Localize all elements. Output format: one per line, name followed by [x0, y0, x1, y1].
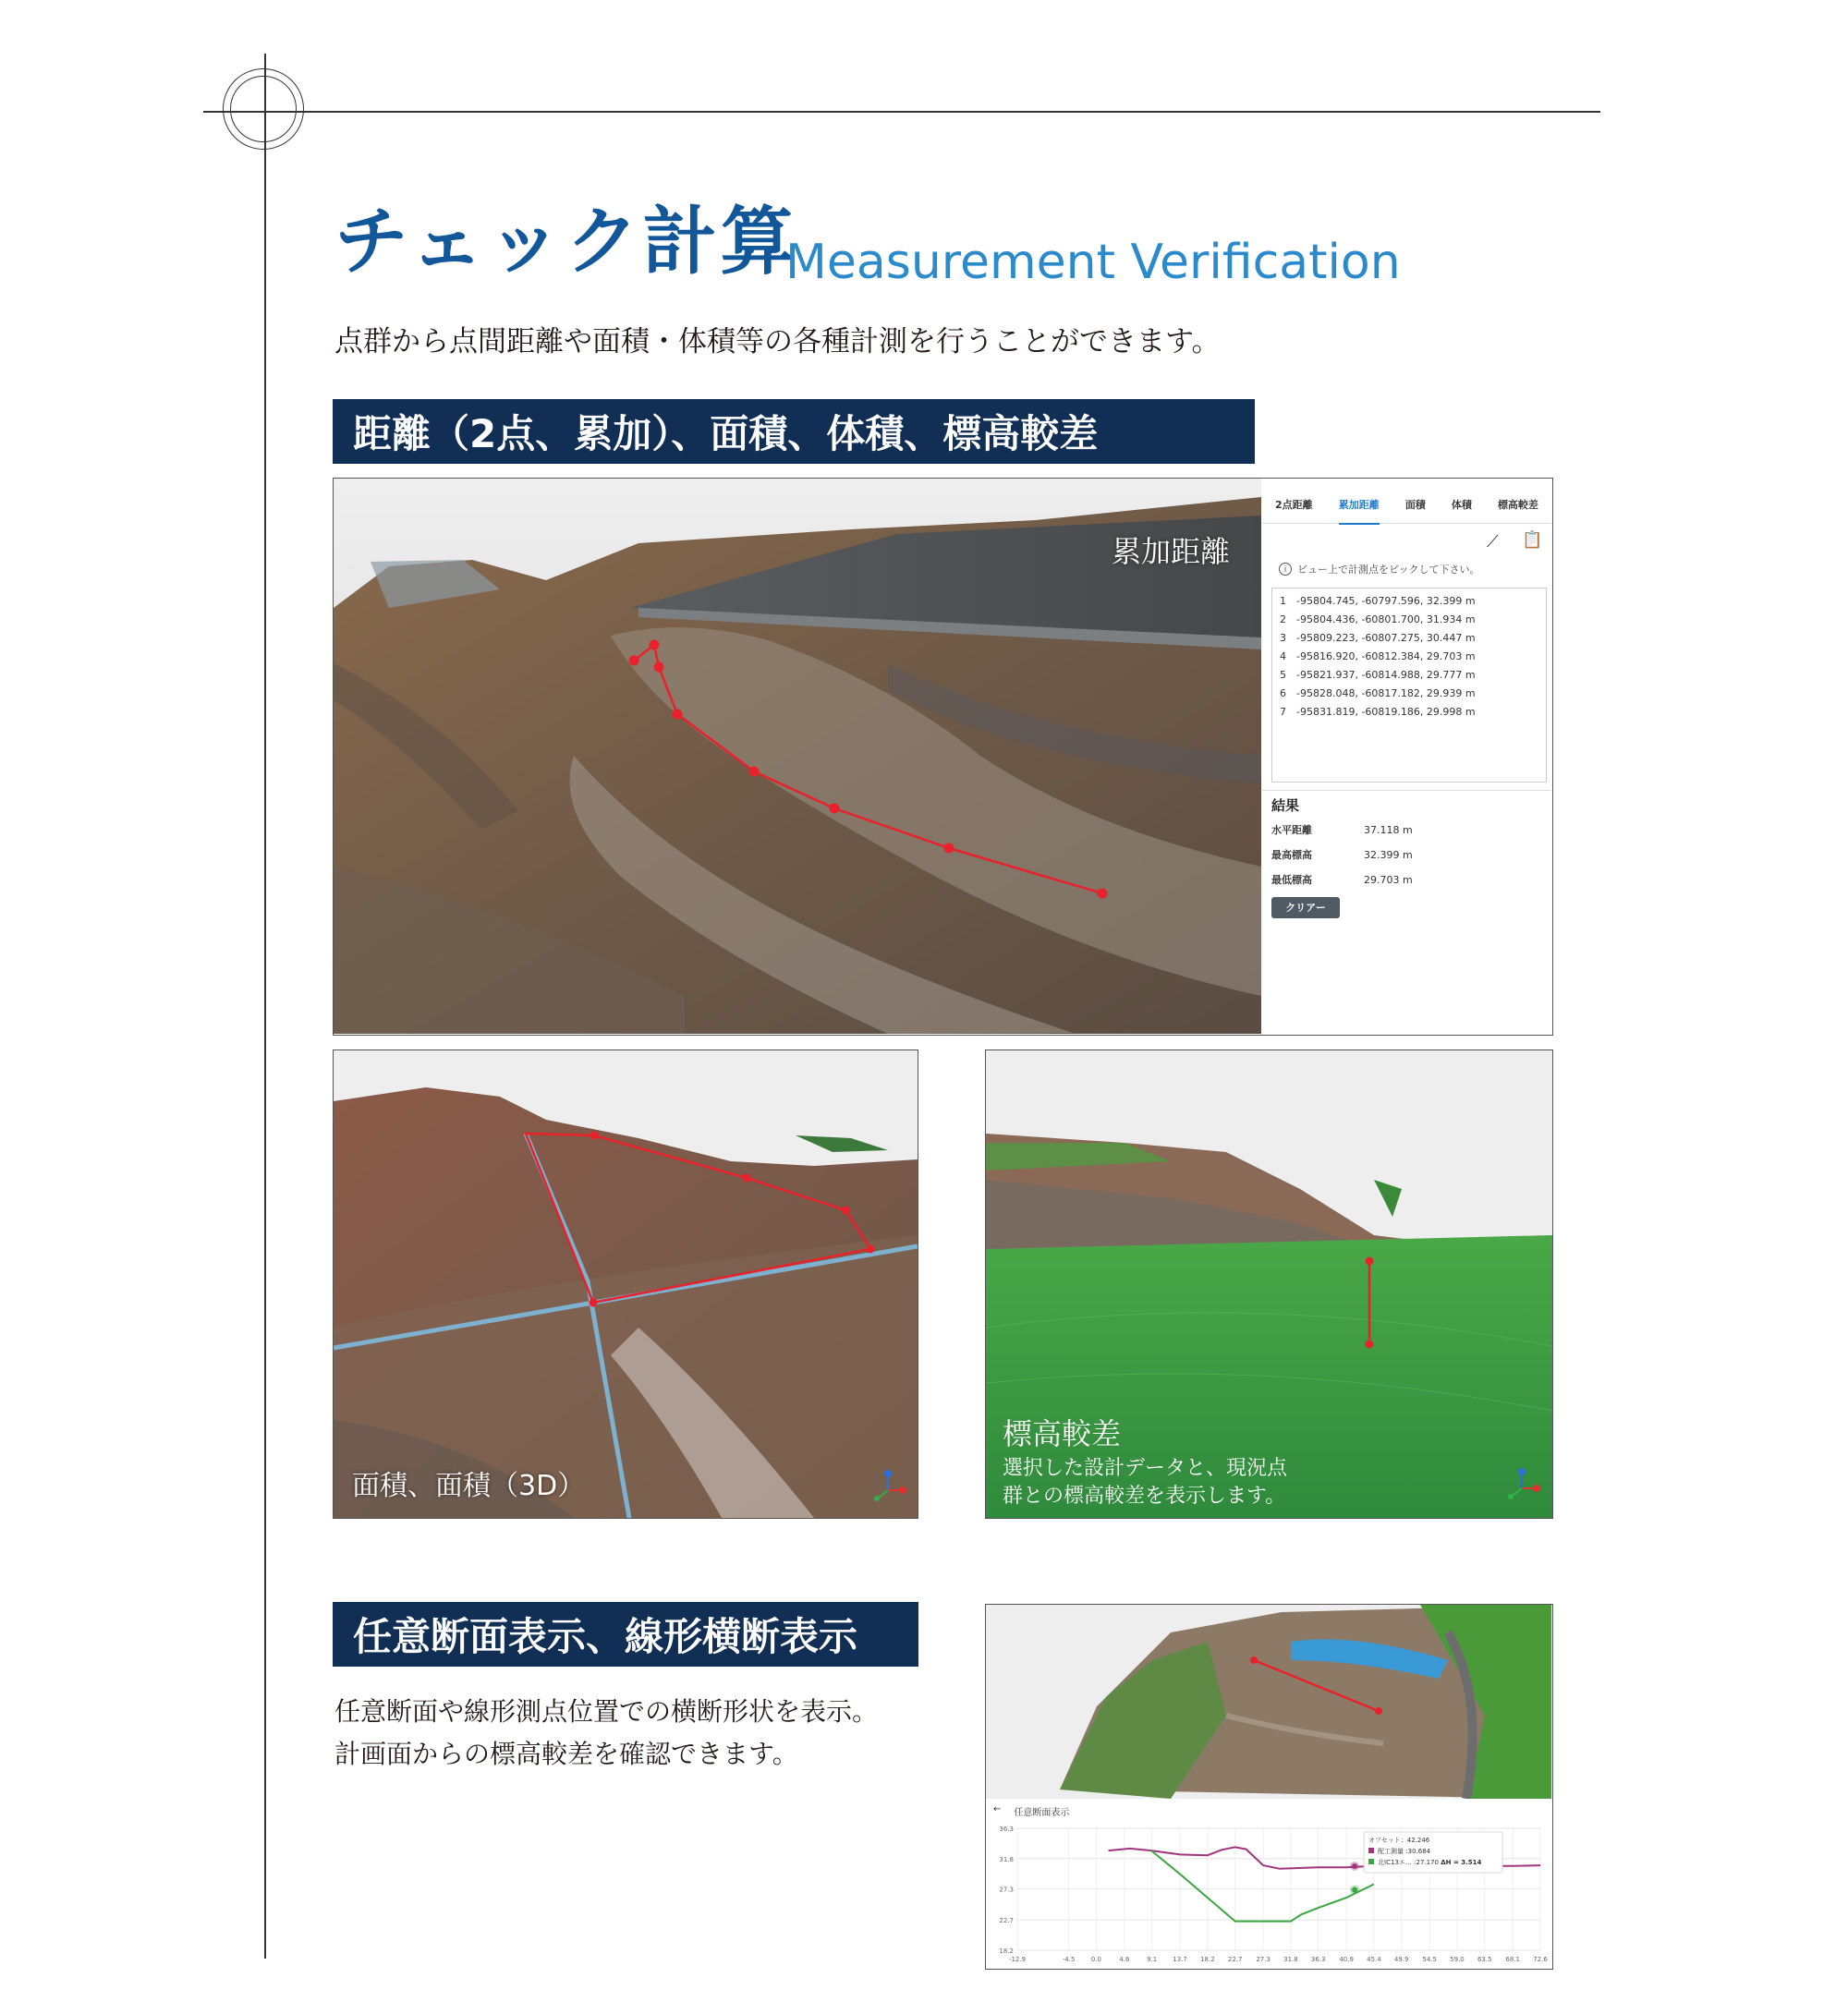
- cumulative-distance-label: 累加距離: [1112, 534, 1231, 569]
- tab-volume[interactable]: 体積: [1451, 499, 1472, 511]
- result-key: 最低標高: [1271, 874, 1312, 886]
- point-coordinates: -95804.745, -60797.596, 32.399 m: [1296, 595, 1476, 607]
- point-coordinates: -95821.937, -60814.988, 29.777 m: [1296, 669, 1476, 681]
- point-coordinates: -95804.436, -60801.700, 31.934 m: [1296, 613, 1476, 625]
- result-value: 37.118 m: [1364, 824, 1413, 836]
- list-item: [1280, 648, 1546, 666]
- result-key: 水平距離: [1271, 824, 1312, 836]
- point-number: 3: [1280, 632, 1286, 644]
- x-tick-label: 59.0: [1450, 1956, 1465, 1963]
- point-number: 2: [1280, 613, 1286, 625]
- hint-text: ビュー上で計測点をピックして下さい。: [1297, 564, 1480, 576]
- list-item: [1280, 666, 1546, 685]
- clipboard-check-icon[interactable]: 📋: [1522, 530, 1543, 550]
- x-tick-label: 0.0: [1090, 1956, 1101, 1963]
- legend-swatch-ground: [1368, 1859, 1374, 1864]
- registration-mark-inner: [230, 76, 297, 142]
- x-tick-label: 45.4: [1367, 1956, 1381, 1963]
- list-item: [1280, 592, 1546, 611]
- elevation-diff-screenshot: [985, 1049, 1553, 1519]
- series-line-2: [1151, 1850, 1374, 1922]
- cross-section-panel: [986, 1799, 1551, 1969]
- elevation-diff-label: 標高較差: [1003, 1416, 1122, 1451]
- cross-section-chart[interactable]: [986, 1821, 1551, 1969]
- info-icon: i: [1279, 563, 1292, 576]
- x-tick-label: -4.5: [1062, 1956, 1076, 1963]
- tab-two-point-distance[interactable]: 2点距離: [1275, 499, 1313, 511]
- tooltip-offset: オフセット：42.246: [1368, 1837, 1430, 1844]
- section-heading-measurement: 距離（2点、累加）、面積、体積、標高較差: [333, 399, 1255, 464]
- cursor-marker: [1352, 1863, 1357, 1869]
- description-line: 選択した設計データと、現況点: [1003, 1457, 1288, 1480]
- list-item: [1280, 685, 1546, 703]
- point-number: 6: [1280, 687, 1286, 699]
- lead-text: 点群から点間距離や面積・体積等の各種計測を行うことができます。: [334, 325, 1221, 358]
- point-list[interactable]: [1271, 588, 1547, 783]
- result-key: 最高標高: [1271, 849, 1312, 861]
- result-horizontal-distance: [1271, 822, 1539, 837]
- x-tick-label: 36.3: [1310, 1956, 1326, 1963]
- measure-line-icon[interactable]: ⟋: [1487, 532, 1499, 552]
- x-tick-label: -12.9: [1008, 1956, 1027, 1963]
- x-tick-label: 4.6: [1119, 1956, 1130, 1963]
- panel-title: 任意断面表示: [1014, 1808, 1070, 1818]
- list-item: [1280, 703, 1546, 722]
- aerial-point-cloud-view[interactable]: [986, 1605, 1551, 1799]
- x-tick-label: 13.7: [1173, 1956, 1187, 1963]
- result-value: 29.703 m: [1364, 874, 1413, 886]
- point-number: 1: [1280, 595, 1286, 607]
- x-tick-label: 49.9: [1393, 1956, 1409, 1963]
- arrow-left-icon[interactable]: ←: [993, 1804, 1002, 1814]
- list-item: [1280, 611, 1546, 629]
- x-tick-label: 63.5: [1477, 1956, 1492, 1963]
- x-tick-label: 18.2: [1200, 1956, 1215, 1963]
- top-rule: [203, 111, 1600, 113]
- y-tick-label: 36.3: [999, 1826, 1014, 1833]
- description-line: 群との標高較差を表示します。: [1003, 1484, 1286, 1508]
- tab-elevation-diff[interactable]: 標高較差: [1497, 499, 1538, 511]
- measurement-tabs: [1262, 490, 1551, 524]
- axis-gizmo-icon: [1505, 1466, 1542, 1503]
- result-title: 結果: [1271, 797, 1300, 814]
- left-rule: [264, 54, 266, 1959]
- y-tick-label: 22.7: [999, 1917, 1014, 1925]
- point-coordinates: -95828.048, -60817.182, 29.939 m: [1296, 687, 1476, 699]
- axis-gizmo-icon: [871, 1468, 908, 1505]
- y-tick-label: 31.8: [999, 1855, 1014, 1863]
- clear-button[interactable]: クリアー: [1271, 897, 1340, 918]
- point-coordinates: -95816.920, -60812.384, 29.703 m: [1296, 650, 1476, 662]
- x-tick-label: 27.3: [1256, 1956, 1270, 1963]
- cursor-marker: [1352, 1887, 1357, 1893]
- result-value: 32.399 m: [1364, 849, 1413, 861]
- x-tick-label: 9.1: [1147, 1956, 1158, 1963]
- result-max-elevation: [1271, 847, 1539, 862]
- result-min-elevation: [1271, 872, 1539, 887]
- y-tick-label: 18.2: [999, 1947, 1014, 1955]
- x-tick-label: 22.7: [1227, 1956, 1243, 1963]
- description-line: 計画面からの標高較差を確認できます。: [334, 1739, 798, 1770]
- description-line: 任意断面や線形測点位置での横断形状を表示。: [334, 1696, 879, 1727]
- list-item: [1280, 629, 1546, 648]
- legend-swatch-design: [1368, 1848, 1374, 1853]
- area-screenshot: [333, 1049, 918, 1519]
- tooltip-row-ground: 北IC13エ… :27.170 ΔH = 3.514: [1378, 1859, 1482, 1866]
- point-number: 4: [1280, 650, 1286, 662]
- area-point-cloud-view[interactable]: [334, 1050, 918, 1518]
- x-tick-label: 54.5: [1422, 1956, 1437, 1963]
- section-heading-cross-section: 任意断面表示、線形横断表示: [333, 1602, 918, 1667]
- x-tick-label: 31.8: [1283, 1956, 1298, 1963]
- hint-row: [1279, 562, 1480, 576]
- cross-section-description: [334, 1691, 878, 1776]
- area-label: 面積、面積（3D）: [352, 1470, 586, 1502]
- y-tick-label: 27.3: [999, 1886, 1014, 1894]
- x-tick-label: 68.1: [1505, 1956, 1521, 1963]
- cross-section-screenshot: [985, 1604, 1553, 1970]
- tab-area[interactable]: 面積: [1404, 499, 1426, 511]
- panel-header: [993, 1804, 1069, 1818]
- point-coordinates: -95831.819, -60819.186, 29.998 m: [1296, 706, 1476, 718]
- page-title: チェック計算: [334, 199, 798, 285]
- measurement-panel: [1262, 479, 1551, 1034]
- x-tick-label: 40.9: [1339, 1956, 1354, 1963]
- point-number: 5: [1280, 669, 1286, 681]
- cumulative-distance-screenshot: [333, 478, 1553, 1036]
- point-coordinates: -95809.223, -60807.275, 30.447 m: [1296, 632, 1476, 644]
- tab-cumulative-distance[interactable]: 累加距離: [1339, 490, 1380, 525]
- divider: [1262, 790, 1551, 791]
- tooltip-row-design: 配工測量 :30.684: [1378, 1848, 1431, 1855]
- x-tick-label: 72.6: [1533, 1956, 1548, 1963]
- tooltip-delta: ΔH = 3.514: [1441, 1859, 1482, 1866]
- point-number: 7: [1280, 706, 1286, 718]
- elevation-diff-description: [1003, 1455, 1307, 1510]
- page-subtitle: Measurement Verification: [785, 235, 1401, 290]
